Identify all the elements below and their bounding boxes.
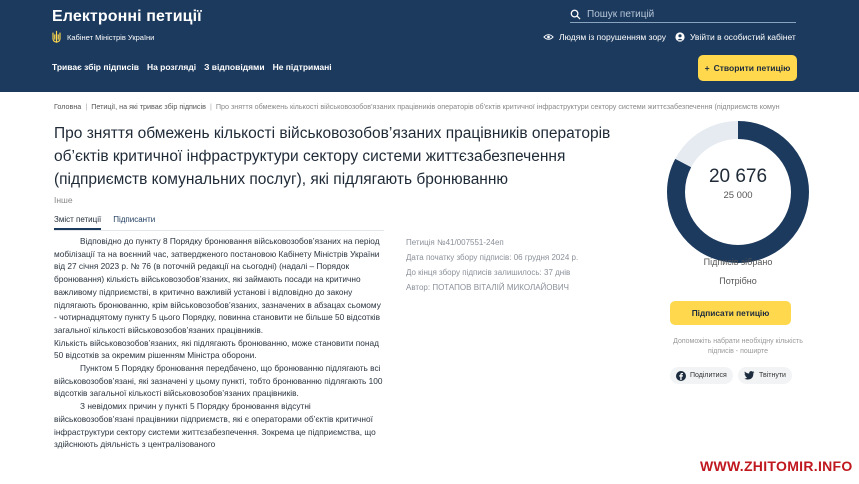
create-petition-button[interactable]	[698, 55, 797, 81]
breadcrumb-section[interactable]: Петиції, на які триває збір підписів	[91, 102, 206, 111]
eye-icon	[543, 33, 554, 41]
petition-title: Про зняття обмежень кількості військовозобов’язаних працівників операторів об’єктів критичної інфраструктури сектору системи життєзабезпечення (підприємств комунальних послуг), які підлягають бронюванню	[54, 125, 611, 188]
petition-author: Автор: ПОТАПОВ ВІТАЛІЙ МИКОЛАЙОВИЧ	[406, 283, 569, 292]
create-petition-label: Створити петицію	[713, 63, 791, 73]
petition-start-date: Дата початку збору підписів: 06 грудня 2024 р.	[406, 253, 579, 262]
login-label: Увійти в особистий кабінет	[690, 32, 796, 42]
nav-answered[interactable]: З відповідями	[204, 62, 265, 72]
petition-paragraph: Відповідно до пункту 8 Порядку бронювання військовозобов’язаних на період мобілізації та на воєнний час, затвердженого постановою Кабінету Міністрів України від 27 січня 2023 р. № 76 (в поточній редакції на сьогодні) (надалі – Порядок бронювання) кількість військовозобов’язаних, які займають посади на критично важливому підприємстві, в критично важливій установі і відповідно до закону підлягають бронюванню, крім військовозобов’язаних, зазначених в абзацах сьомому - чотирнадцятому пункту 5 цього Порядку, повинна становити не більше 50 відсотків загальної кількості військовозобов’язаних працівників.	[54, 236, 381, 335]
breadcrumb-current: Про зняття обмежень кількості військовозобов'язаних працівників операторів об'єктів критичної інфраструктури сектору системи життєзабезпечення (підприємств комун	[215, 102, 780, 111]
petition-paragraph: Пунктом 5 Порядку бронювання передбачено, що бронюванню підлягають всі військовозобов’язані, які зазначені у цьому пункті, тобто бронюванню підлягають 100 відсотків загальної кількості військовозобов’язаних працівників.	[54, 363, 383, 399]
site-header	[0, 0, 859, 92]
site-watermark: WWW.ZHITOMIR.INFO	[700, 458, 853, 474]
share-help-text: Допоможіть набрати необхідну кількість підписів - поширте	[673, 338, 803, 355]
tab-signers[interactable]: Підписанти	[113, 215, 156, 224]
share-facebook-label: Поділитися	[690, 372, 727, 379]
petition-category: Інше	[54, 195, 73, 205]
breadcrumb-separator: |	[85, 102, 88, 111]
search-icon	[570, 9, 581, 20]
share-facebook-button[interactable]	[670, 367, 733, 384]
tabs-divider	[54, 230, 384, 231]
petition-number: Петиція №41/007551-24еп	[406, 238, 504, 247]
plus-icon: +	[704, 63, 710, 73]
search-field[interactable]	[570, 7, 796, 23]
main-nav	[52, 62, 332, 72]
government-link[interactable]	[52, 30, 154, 44]
nav-collecting[interactable]: Триває збір підписів	[52, 62, 139, 72]
petition-remaining: До кінця збору підписів залишилось: 37 днів	[406, 268, 571, 277]
user-icon	[675, 32, 685, 42]
share-twitter-button[interactable]	[738, 367, 792, 384]
petition-paragraph: З невідомих причин у пункті 5 Порядку бронювання відсутні військовозобов’язані працівники підприємств, які є операторами об’єктів критичної інфраструктури сектору системи життєзабезпечення. Зокрема це підприємства, що здійснюють діяльність з централізованого	[54, 401, 376, 450]
accessibility-link[interactable]	[543, 32, 666, 42]
petition-paragraph: Кількість військовозобов’язаних, які підлягають бронюванню, може становити понад 50 відсотків за окремим рішенням Міністра оборони.	[54, 337, 379, 361]
petition-meta	[406, 235, 578, 295]
sign-petition-button[interactable]: Підписати петицію	[670, 301, 791, 325]
search-input[interactable]: Пошук петицій	[587, 9, 655, 20]
signatures-needed-label: Потрібно	[719, 276, 757, 286]
trident-icon	[52, 30, 61, 44]
accessibility-label: Людям із порушенням зору	[559, 32, 667, 42]
signatures-collected-label: Підписів зібрано	[703, 257, 773, 267]
nav-not-supported[interactable]: Не підтримані	[272, 62, 332, 72]
twitter-icon	[744, 371, 755, 380]
signature-count: 20 676	[708, 166, 768, 187]
petition-text	[54, 235, 384, 451]
breadcrumb-home[interactable]: Головна	[54, 102, 82, 111]
tab-content[interactable]: Зміст петиції	[54, 213, 101, 230]
site-title[interactable]: Електронні петиції	[52, 8, 202, 25]
facebook-icon	[676, 371, 686, 381]
login-link[interactable]	[675, 32, 796, 42]
share-twitter-label: Твітнути	[759, 372, 786, 379]
petition-tabs	[54, 213, 155, 230]
breadcrumb-separator: |	[209, 102, 212, 111]
signature-goal: 25 000	[723, 190, 753, 201]
nav-under-review[interactable]: На розгляді	[146, 62, 197, 72]
breadcrumb	[54, 102, 794, 111]
gov-label: Кабінет Міністрів України	[67, 32, 155, 42]
